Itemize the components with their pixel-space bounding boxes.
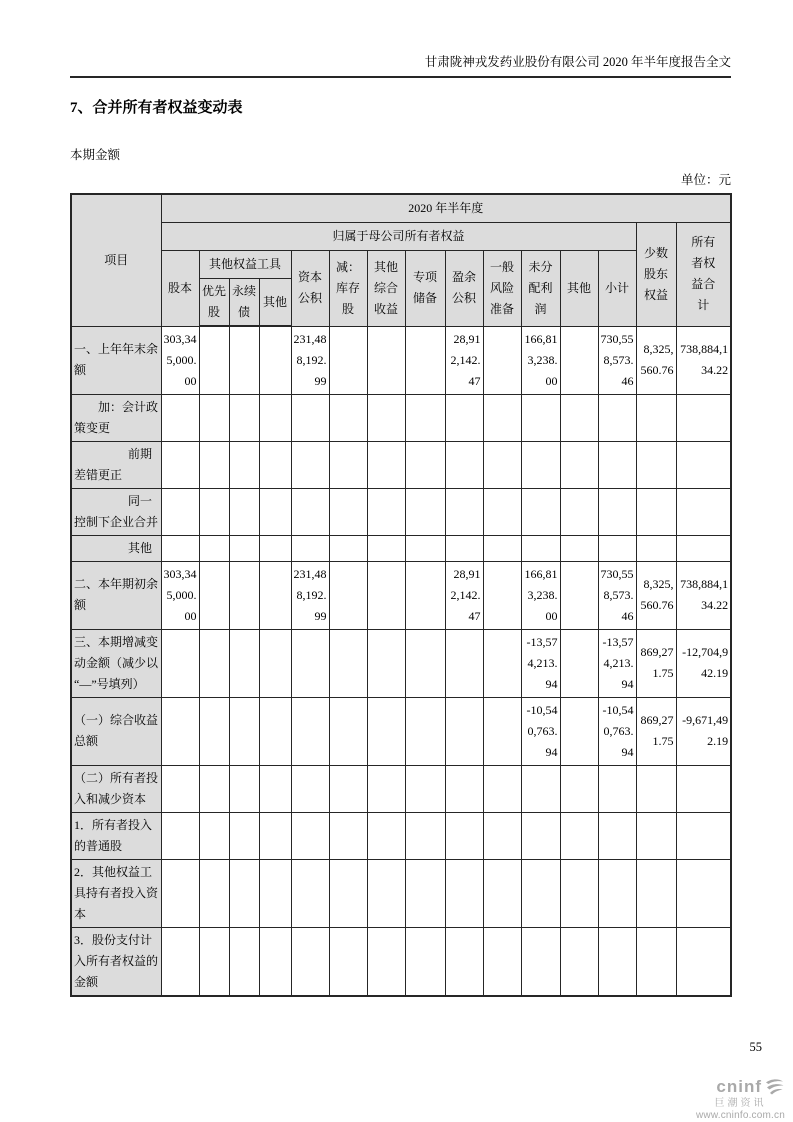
value-cell <box>259 927 291 996</box>
value-cell <box>598 488 636 535</box>
value-cell <box>636 812 676 859</box>
value-cell <box>560 326 598 394</box>
header-rule <box>70 76 731 78</box>
value-cell <box>367 765 405 812</box>
value-cell <box>676 859 731 927</box>
value-cell <box>329 535 367 561</box>
value-cell <box>483 629 521 697</box>
head-row-period <box>71 194 731 223</box>
col-preferred-shares: 优先股 <box>199 279 229 327</box>
value-cell <box>367 535 405 561</box>
value-cell <box>259 394 291 441</box>
value-cell <box>199 765 229 812</box>
value-cell <box>560 535 598 561</box>
value-cell <box>259 561 291 629</box>
value-cell: -10,540,763.94 <box>598 697 636 765</box>
value-cell <box>259 765 291 812</box>
value-cell <box>405 765 445 812</box>
value-cell <box>329 765 367 812</box>
unit-note: 单位：元 <box>680 173 731 187</box>
value-cell: 231,488,192.99 <box>291 326 329 394</box>
table-row <box>71 697 731 765</box>
value-cell <box>521 765 560 812</box>
value-cell <box>329 697 367 765</box>
value-cell: -13,574,213.94 <box>521 629 560 697</box>
value-cell: 28,912,142.47 <box>445 326 483 394</box>
value-cell <box>405 488 445 535</box>
value-cell: 28,912,142.47 <box>445 561 483 629</box>
value-cell <box>329 561 367 629</box>
value-cell <box>483 927 521 996</box>
value-cell <box>291 535 329 561</box>
col-less-treasury-shares: 减：库存股 <box>329 251 367 327</box>
value-cell <box>445 488 483 535</box>
col-other: 其他 <box>560 251 598 327</box>
col-other-comprehensive-income: 其他综合收益 <box>367 251 405 327</box>
value-cell <box>329 927 367 996</box>
cninfo-brand-text: cninf <box>716 1077 762 1096</box>
value-cell <box>199 488 229 535</box>
value-cell <box>676 488 731 535</box>
value-cell <box>199 535 229 561</box>
head-row-subgroups <box>71 251 731 279</box>
table-row <box>71 326 731 394</box>
value-cell <box>199 561 229 629</box>
value-cell <box>405 441 445 488</box>
table-row <box>71 765 731 812</box>
table-row <box>71 859 731 927</box>
col-other-equity-instruments: 其他权益工具 <box>199 251 291 279</box>
value-cell <box>560 394 598 441</box>
value-cell <box>598 927 636 996</box>
value-cell <box>367 629 405 697</box>
value-cell <box>636 765 676 812</box>
col-item: 项目 <box>71 194 161 326</box>
value-cell <box>161 812 199 859</box>
value-cell: -12,704,942.19 <box>676 629 731 697</box>
value-cell <box>367 927 405 996</box>
row-label-cell: 加：会计政策变更 <box>71 394 161 441</box>
table-row <box>71 535 731 561</box>
value-cell <box>560 927 598 996</box>
col-perpetual-bonds: 永续债 <box>229 279 259 327</box>
value-cell <box>161 394 199 441</box>
value-cell: -9,671,492.19 <box>676 697 731 765</box>
value-cell <box>560 765 598 812</box>
value-cell: 303,345,000.00 <box>161 326 199 394</box>
value-cell <box>598 441 636 488</box>
table-row <box>71 812 731 859</box>
value-cell <box>329 488 367 535</box>
value-cell <box>560 488 598 535</box>
value-cell <box>560 441 598 488</box>
value-cell <box>199 859 229 927</box>
value-cell <box>199 812 229 859</box>
value-cell <box>560 697 598 765</box>
value-cell <box>291 927 329 996</box>
value-cell <box>598 765 636 812</box>
value-cell <box>521 812 560 859</box>
table-row <box>71 394 731 441</box>
value-cell <box>229 441 259 488</box>
value-cell <box>259 859 291 927</box>
value-cell <box>636 535 676 561</box>
value-cell <box>560 629 598 697</box>
value-cell <box>521 394 560 441</box>
value-cell <box>405 394 445 441</box>
value-cell <box>291 812 329 859</box>
value-cell <box>329 394 367 441</box>
row-label-cell: 2．其他权益工具持有者投入资本 <box>71 859 161 927</box>
value-cell <box>483 697 521 765</box>
value-cell <box>521 488 560 535</box>
value-cell <box>636 441 676 488</box>
value-cell <box>521 927 560 996</box>
value-cell <box>483 561 521 629</box>
value-cell: 738,884,134.22 <box>676 326 731 394</box>
value-cell <box>229 927 259 996</box>
cninfo-chinese-name: 巨潮资讯 <box>714 1097 767 1109</box>
value-cell <box>329 859 367 927</box>
value-cell <box>445 812 483 859</box>
value-cell <box>229 859 259 927</box>
value-cell <box>229 765 259 812</box>
row-label-cell: （二）所有者投入和减少资本 <box>71 765 161 812</box>
value-cell <box>291 697 329 765</box>
value-cell <box>483 441 521 488</box>
value-cell <box>259 326 291 394</box>
value-cell <box>405 629 445 697</box>
value-cell <box>445 394 483 441</box>
col-oei-other: 其他 <box>259 279 291 327</box>
cninfo-logo <box>696 1078 785 1121</box>
value-cell <box>598 394 636 441</box>
value-cell <box>367 441 405 488</box>
value-cell <box>199 326 229 394</box>
value-cell <box>483 394 521 441</box>
value-cell: 8,325,560.76 <box>636 326 676 394</box>
value-cell <box>229 629 259 697</box>
value-cell: 869,271.75 <box>636 697 676 765</box>
value-cell <box>259 697 291 765</box>
document-header: 甘肃陇神戎发药业股份有限公司 2020 年半年度报告全文 <box>424 55 731 69</box>
value-cell: -10,540,763.94 <box>521 697 560 765</box>
value-cell <box>329 629 367 697</box>
value-cell <box>367 488 405 535</box>
value-cell <box>521 535 560 561</box>
row-label-cell: 一、上年年末余额 <box>71 326 161 394</box>
value-cell <box>259 488 291 535</box>
col-general-risk-reserve: 一般风险准备 <box>483 251 521 327</box>
value-cell <box>367 812 405 859</box>
value-cell <box>445 765 483 812</box>
value-cell <box>405 561 445 629</box>
value-cell <box>445 535 483 561</box>
table-row <box>71 488 731 535</box>
row-label-cell: （一）综合收益总额 <box>71 697 161 765</box>
cninfo-url: www.cninfo.com.cn <box>696 1109 785 1121</box>
value-cell <box>405 859 445 927</box>
value-cell <box>636 394 676 441</box>
value-cell <box>229 561 259 629</box>
value-cell <box>598 535 636 561</box>
value-cell: 738,884,134.22 <box>676 561 731 629</box>
value-cell <box>405 326 445 394</box>
value-cell <box>367 561 405 629</box>
value-cell <box>161 859 199 927</box>
col-total-owners-equity: 所有者权益合计 <box>676 223 731 327</box>
value-cell <box>229 326 259 394</box>
value-cell <box>199 394 229 441</box>
value-cell <box>291 859 329 927</box>
value-cell <box>367 697 405 765</box>
col-share-capital: 股本 <box>161 251 199 327</box>
value-cell <box>161 927 199 996</box>
value-cell <box>445 859 483 927</box>
value-cell <box>291 488 329 535</box>
row-label-cell: 三、本期增减变动金额（减少以“—”号填列） <box>71 629 161 697</box>
value-cell <box>636 488 676 535</box>
value-cell <box>161 441 199 488</box>
row-label-cell: 3．股份支付计入所有者权益的金额 <box>71 927 161 996</box>
value-cell <box>229 535 259 561</box>
value-cell <box>405 927 445 996</box>
value-cell: 730,558,573.46 <box>598 326 636 394</box>
col-surplus-reserve: 盈余公积 <box>445 251 483 327</box>
value-cell <box>229 697 259 765</box>
value-cell <box>445 441 483 488</box>
col-minority-interests: 少数股东权益 <box>636 223 676 327</box>
period-caption: 本期金额 <box>70 148 121 162</box>
value-cell <box>483 765 521 812</box>
value-cell <box>229 812 259 859</box>
row-label-cell: 1．所有者投入的普通股 <box>71 812 161 859</box>
table-row <box>71 629 731 697</box>
col-period: 2020 年半年度 <box>161 194 731 223</box>
table-row <box>71 927 731 996</box>
value-cell <box>199 927 229 996</box>
value-cell <box>199 697 229 765</box>
value-cell <box>676 394 731 441</box>
value-cell <box>483 535 521 561</box>
value-cell <box>329 812 367 859</box>
table-row <box>71 561 731 629</box>
table-row <box>71 441 731 488</box>
value-cell <box>259 535 291 561</box>
value-cell <box>560 859 598 927</box>
col-undistributed-profit: 未分配利润 <box>521 251 560 327</box>
value-cell <box>367 859 405 927</box>
value-cell: 8,325,560.76 <box>636 561 676 629</box>
value-cell <box>291 394 329 441</box>
value-cell <box>259 812 291 859</box>
value-cell <box>329 326 367 394</box>
value-cell <box>367 326 405 394</box>
section-title: 7、合并所有者权益变动表 <box>70 100 243 116</box>
row-label-cell: 前期差错更正 <box>71 441 161 488</box>
value-cell <box>259 441 291 488</box>
value-cell <box>161 535 199 561</box>
value-cell: 231,488,192.99 <box>291 561 329 629</box>
value-cell <box>636 927 676 996</box>
value-cell <box>259 629 291 697</box>
value-cell <box>445 629 483 697</box>
value-cell: 869,271.75 <box>636 629 676 697</box>
row-label-cell: 其他 <box>71 535 161 561</box>
value-cell <box>291 441 329 488</box>
equity-change-table <box>70 193 732 997</box>
equity-table-body <box>71 326 731 996</box>
value-cell <box>405 697 445 765</box>
value-cell <box>367 394 405 441</box>
value-cell: 730,558,573.46 <box>598 561 636 629</box>
value-cell <box>199 629 229 697</box>
value-cell: 166,813,238.00 <box>521 561 560 629</box>
value-cell <box>291 765 329 812</box>
value-cell <box>329 441 367 488</box>
col-capital-reserve: 资本公积 <box>291 251 329 327</box>
value-cell <box>560 561 598 629</box>
value-cell <box>560 812 598 859</box>
page-number: 55 <box>749 1040 762 1054</box>
value-cell: 166,813,238.00 <box>521 326 560 394</box>
value-cell <box>598 859 636 927</box>
value-cell <box>161 629 199 697</box>
value-cell <box>676 765 731 812</box>
value-cell <box>483 859 521 927</box>
cninfo-swirl-icon <box>763 1078 785 1096</box>
value-cell: -13,574,213.94 <box>598 629 636 697</box>
report-page <box>70 0 731 997</box>
value-cell <box>161 765 199 812</box>
value-cell <box>483 488 521 535</box>
col-subtotal: 小计 <box>598 251 636 327</box>
value-cell <box>445 697 483 765</box>
value-cell <box>676 535 731 561</box>
value-cell <box>229 488 259 535</box>
table-head <box>71 194 731 326</box>
row-label-cell: 二、本年期初余额 <box>71 561 161 629</box>
value-cell <box>636 859 676 927</box>
head-row-groups <box>71 223 731 251</box>
value-cell <box>521 859 560 927</box>
value-cell <box>161 488 199 535</box>
value-cell <box>676 927 731 996</box>
value-cell <box>445 927 483 996</box>
value-cell <box>483 326 521 394</box>
value-cell <box>598 812 636 859</box>
value-cell <box>405 535 445 561</box>
value-cell <box>405 812 445 859</box>
value-cell <box>161 697 199 765</box>
value-cell <box>199 441 229 488</box>
value-cell <box>521 441 560 488</box>
value-cell <box>291 629 329 697</box>
col-special-reserve: 专项储备 <box>405 251 445 327</box>
value-cell <box>483 812 521 859</box>
value-cell <box>676 441 731 488</box>
col-parent-equity-group: 归属于母公司所有者权益 <box>161 223 636 251</box>
value-cell: 303,345,000.00 <box>161 561 199 629</box>
value-cell <box>676 812 731 859</box>
row-label-cell: 同一控制下企业合并 <box>71 488 161 535</box>
value-cell <box>229 394 259 441</box>
